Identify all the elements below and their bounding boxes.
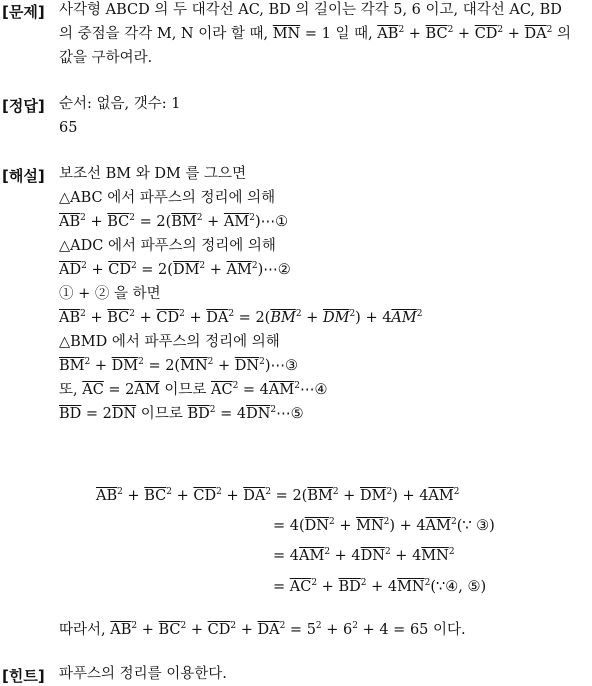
- conclusion: 따라서, $\overline{AB}^2 + \overline{BC}^2 + \overline{CD}^2 + \overline{DA}^2 = 5^2 + 6^2 + 4 = 65$ 이다.: [59, 621, 466, 638]
- explanation-eq-5: $\overline{BD} = 2\overline{DN}$ 이므로 $\overline{BD}^2$ = $4\overline{DN}^2\cdots ⑤$: [59, 405, 304, 422]
- explanation-line-8: △BMD 에서 파푸스의 정리에 의해: [59, 334, 280, 350]
- explanation-line-4: △ADC 에서 파푸스의 정리에 의해: [59, 238, 276, 254]
- answer-label: [정답]: [2, 97, 45, 115]
- derivation-row-1: $\overline{AB}^2 + \overline{BC}^2 + \overline{CD}^2 + \overline{DA}^2 = 2(\overline{BM}^2 + \overline{DM}^2) + 4\overline{AM}^2$: [96, 487, 460, 504]
- explanation-eq-4: 또, $\overline{AC} = 2\overline{AM}$ 이므로 $\overline{AC}^2$ = $4\overline{AM}^2\cdots ④$: [59, 381, 328, 398]
- problem-line-2: 의 중점을 각각 M, N 이라 할 때, $\overline{MN} = 1$ 일 때, $\overline{AB}^2 + \overline{BC}^2 + \overline{CD}^2 + \overline{DA}^2$ 의: [59, 25, 571, 42]
- explanation-eq-2: $\overline{AD}^2 + \overline{CD}^2 = 2(\overline{DM}^2$ + $\overline{AM}^2)\cdots ②$: [59, 261, 291, 278]
- hint-label: [힌트]: [2, 667, 45, 685]
- answer-value: 65: [59, 120, 78, 136]
- explanation-line-6: ① + ② 을 하면: [59, 286, 161, 302]
- explanation-eq-3: $\overline{BM}^2 + \overline{DM}^2 = 2(\overline{MN}^2$ + $\overline{DN}^2)\cdots ③$: [59, 357, 298, 374]
- derivation-row-3: = $4\overline{AM}^2 + 4\overline{DN}^2 + 4\overline{MN}^2$: [273, 547, 455, 564]
- problem-line-1: 사각형 ABCD 의 두 대각선 AC, BD 의 길이는 각각 5, 6 이고, 대각선 AC, BD: [59, 2, 562, 18]
- derivation-row-2: = $4(\overline{DN}^2 + \overline{MN}^2)$ + $4\overline{AM}^2(\because$ ③): [273, 517, 495, 534]
- derivation-row-4: = $\overline{AC}^2 + \overline{BD}^2$ + $4\overline{MN}^2(\because ④$, ⑤): [273, 578, 487, 595]
- problem-label: [문제]: [2, 3, 45, 21]
- explanation-label: [해설]: [2, 167, 45, 185]
- hint-text: 파푸스의 정리를 이용한다.: [59, 666, 227, 682]
- explanation-eq-sum: $\overline{AB}^2 + \overline{BC}^2 + \overline{CD}^2 + \overline{DA}^2 = 2(\overline{BM}^2 + \overline{DM}^2) + 4\overline{AM}^2$: [59, 309, 423, 326]
- explanation-line-1: 보조선 BM 와 DM 를 그으면: [59, 166, 247, 182]
- explanation-eq-1: $\overline{AB}^2 + \overline{BC}^2 = 2(\overline{BM}^2$ + $\overline{AM}^2)\cdots ①$: [59, 213, 289, 230]
- problem-line-3: 값을 구하여라.: [59, 50, 153, 66]
- explanation-line-2: △ABC 에서 파푸스의 정리에 의해: [59, 190, 276, 206]
- answer-line-1: 순서: 없음, 갯수: 1: [59, 96, 181, 112]
